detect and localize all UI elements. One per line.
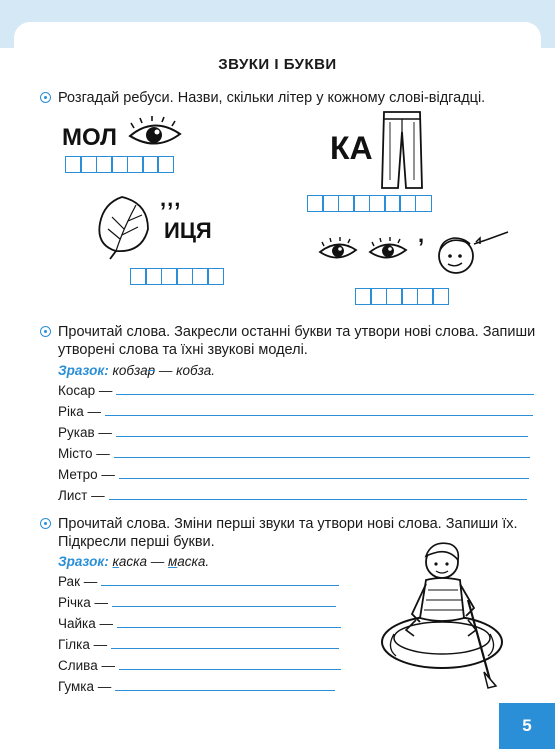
- row-word: Рак —: [58, 574, 98, 589]
- task-bullet-icon: [40, 92, 51, 103]
- row-word: Місто —: [58, 446, 110, 461]
- boy-head-icon: [430, 230, 510, 276]
- row-word: Гілка —: [58, 637, 108, 652]
- task2-instruction-line2: утворені слова та їхні звукові моделі.: [58, 342, 308, 358]
- task3-row[interactable]: [58, 679, 335, 694]
- rebus2-text: КА: [330, 130, 373, 166]
- task2-row[interactable]: [58, 467, 529, 482]
- task3-sample: [58, 554, 209, 569]
- eyes-pair-icon: [318, 238, 410, 266]
- sample-word: кобза: [112, 363, 148, 378]
- trousers-icon: [380, 110, 424, 190]
- task2-row[interactable]: [58, 425, 528, 440]
- sample-crossed-letter: р: [147, 363, 156, 378]
- row-word: Косар —: [58, 383, 113, 398]
- rebus3-marks: ,,,: [160, 186, 182, 211]
- leaf-icon: [92, 193, 154, 261]
- task3-instruction-line2: Підкресли перші букви.: [58, 534, 215, 550]
- task2-row[interactable]: [58, 446, 530, 461]
- rebus1-text: МОЛ: [62, 124, 117, 151]
- sample-word-rest: аска —: [118, 554, 169, 569]
- row-word: Рукав —: [58, 425, 112, 440]
- sample-first-letter: м: [168, 554, 178, 569]
- row-word: Гумка —: [58, 679, 112, 694]
- task3-instruction-line1: Прочитай слова. Зміни перші звуки та утвори нові слова. Запиши їх.: [58, 516, 518, 532]
- row-word: Чайка —: [58, 616, 114, 631]
- task3-row[interactable]: [58, 595, 336, 610]
- task2-row[interactable]: [58, 404, 533, 419]
- task2-row[interactable]: [58, 383, 534, 398]
- sample-label: Зразок:: [58, 363, 109, 378]
- rebus1-answer-boxes[interactable]: [65, 156, 173, 173]
- rebus3-text: ИЦЯ: [164, 218, 212, 243]
- boy-in-boat-icon: [372, 530, 502, 690]
- page-title: ЗВУКИ І БУКВИ: [218, 56, 337, 73]
- sample-first-letter: к: [112, 554, 119, 569]
- eye-icon: [126, 118, 184, 152]
- row-word: Лист —: [58, 488, 105, 503]
- task2-instruction-line1: Прочитай слова. Закресли останні букви та утвори нові слова. Запиши: [58, 324, 536, 340]
- sample-label: Зразок:: [58, 554, 109, 569]
- task-bullet-icon: [40, 326, 51, 337]
- rebus4-mark: ,: [418, 222, 425, 247]
- rebus4-answer-boxes[interactable]: [355, 288, 447, 305]
- rebus2-answer-boxes[interactable]: [307, 195, 430, 212]
- task2-sample: [58, 363, 215, 378]
- task2-row[interactable]: [58, 488, 527, 503]
- sample-word-rest: аска.: [177, 554, 210, 569]
- task1-instruction: Розгадай ребуси. Назви, скільки літер у кожному слові-відгадці.: [58, 90, 486, 106]
- task3-row[interactable]: [58, 574, 339, 589]
- task3-row[interactable]: [58, 637, 339, 652]
- rebus3-answer-boxes[interactable]: [130, 268, 222, 285]
- task-bullet-icon: [40, 518, 51, 529]
- sample-result: — кобза.: [155, 363, 215, 378]
- row-word: Метро —: [58, 467, 115, 482]
- task3-row[interactable]: [58, 658, 341, 673]
- row-word: Слива —: [58, 658, 115, 673]
- task3-row[interactable]: [58, 616, 341, 631]
- row-word: Річка —: [58, 595, 108, 610]
- row-word: Ріка —: [58, 404, 101, 419]
- page-number: 5: [499, 703, 555, 749]
